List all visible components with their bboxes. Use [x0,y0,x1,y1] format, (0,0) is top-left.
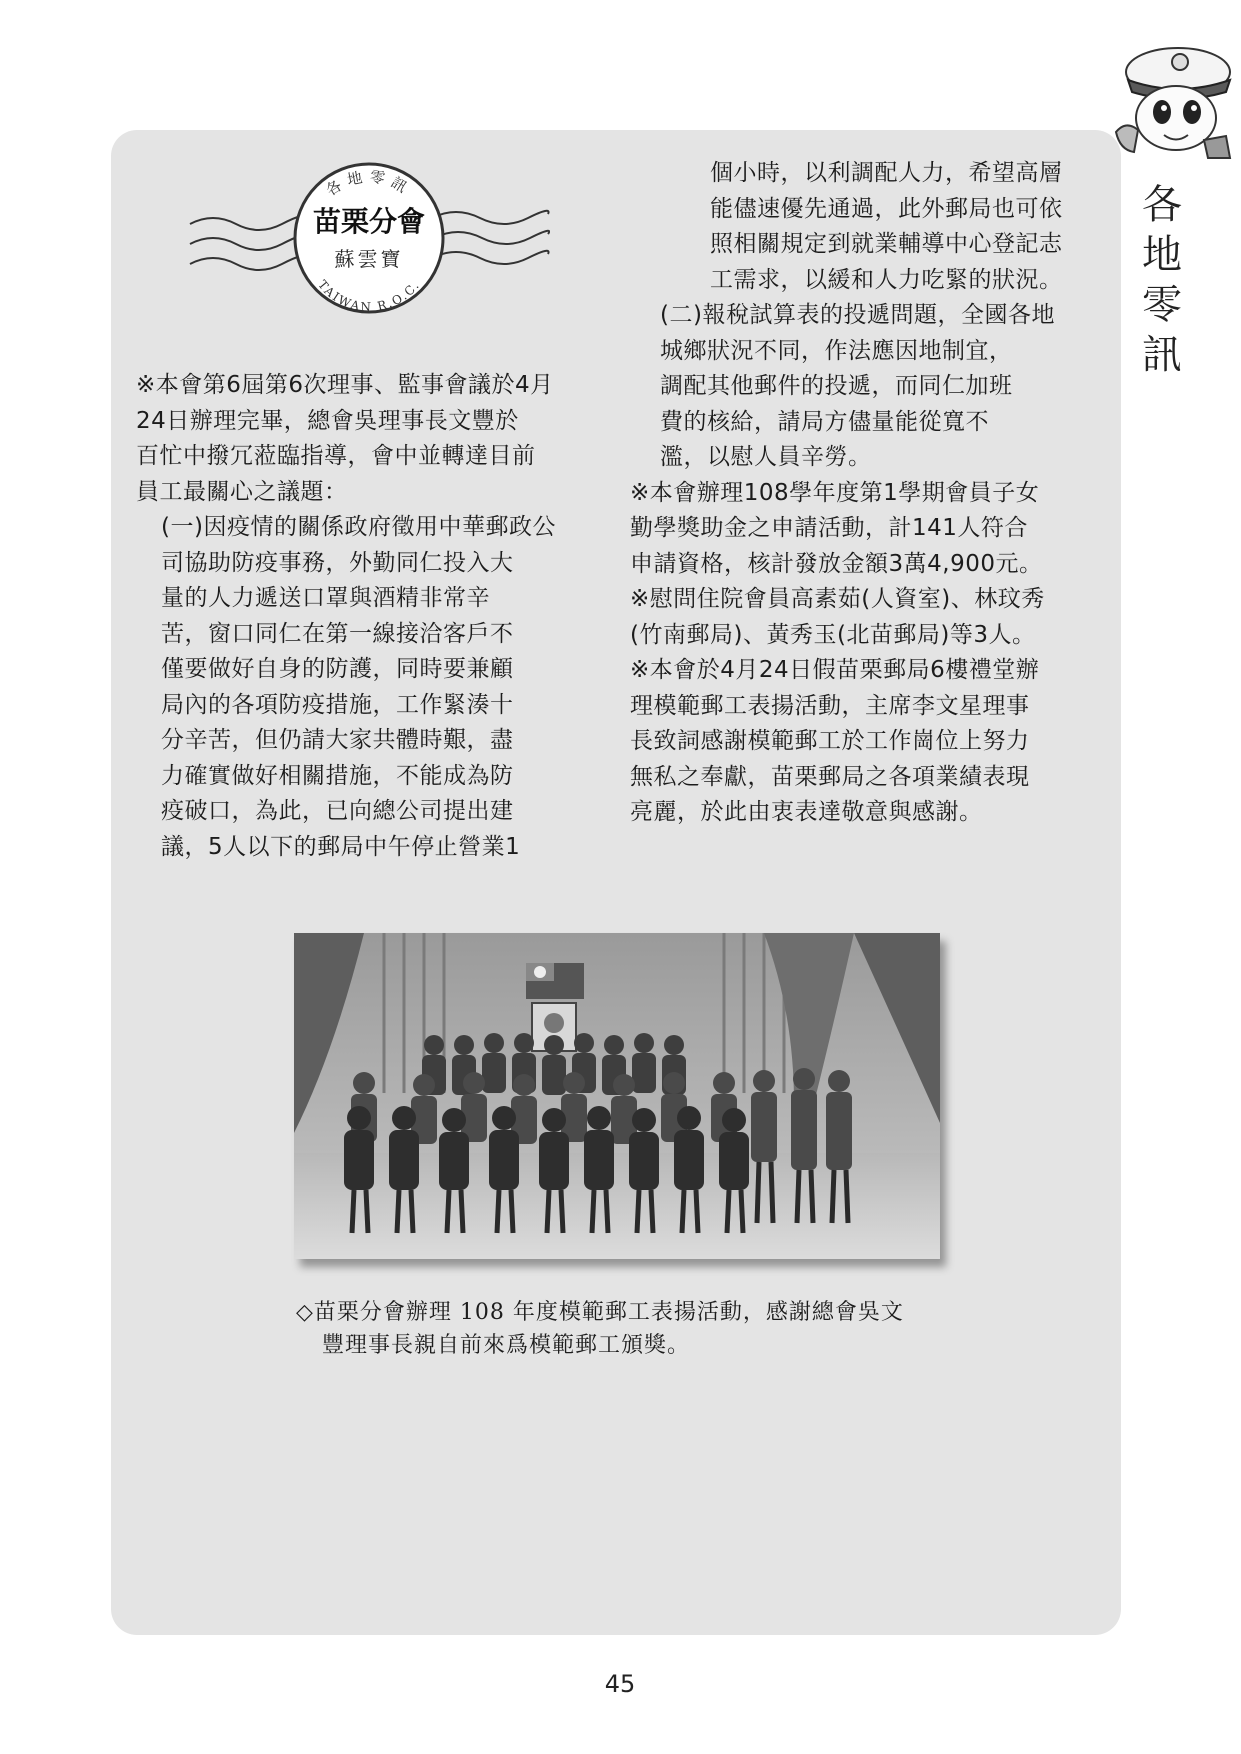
text-line: 費的核給，請局方儘量能從寬不 [660,408,989,435]
text-line: 僅要做好自身的防護，同時要兼顧 [161,656,514,682]
text-line: 亮麗，於此由衷表達敬意與感謝。 [630,799,983,825]
sub-item-pandemic-continued [630,156,1110,298]
text-line: 城鄉狀況不同，作法應因地制宜， [660,337,1013,364]
page-number: 45 [604,1670,636,1698]
sub-item-pandemic [136,510,606,865]
text-line: 調配其他郵件的投遞，而同仁加班 [660,373,1013,399]
text-line: ※本會第6屆第6次理事、監事會議於4月 [136,372,554,398]
text-line: 議，5人以下的郵局中午停止營業1 [161,833,521,860]
text-line: (一)因疫情的關係政府徵用中華郵政公 [161,514,556,540]
left-text-column [136,368,606,865]
text-line: 個小時，以利調配人力，希望高層 [710,160,1063,186]
right-text-column [630,156,1110,831]
text-line: (二)報稅試算表的投遞問題，全國各地 [660,302,1055,328]
text-line: 能儘速優先通過，此外郵局也可依 [710,195,1063,222]
postman-mascot-icon [1108,40,1238,160]
text-line: 無私之奉獻，苗栗郵局之各項業績表現 [630,763,1030,790]
group-photo-illustration [294,933,940,1259]
text-line: 長致詞感謝模範郵工於工作崗位上努力 [630,728,1030,754]
text-line: 勤學獎助金之申請活動，計141人符合 [630,515,1028,541]
stamp-arc-bottom-text: TAIWAN R.O.C. [315,277,423,315]
postmark-stamp [188,148,550,326]
text-line: ※本會辦理108學年度第1學期會員子女 [630,479,1040,506]
text-line: 工需求，以緩和人力吃緊的狀況。 [710,266,1063,293]
text-line: 疫破口，為此，已向總公司提出建 [161,798,514,824]
text-line: ※本會於4月24日假苗栗郵局6樓禮堂辦 [630,657,1040,683]
news-item-board-meeting [136,368,606,510]
side-title-char: 零 [1142,282,1182,328]
text-line: 局內的各項防疫措施，工作緊湊十 [161,691,514,718]
news-item-model-worker-award [630,653,1110,831]
photo-caption [296,1296,956,1362]
stamp-branch-name: 苗栗分會 [312,205,426,238]
text-line: 照相關規定到就業輔導中心登記志 [710,231,1063,257]
text-line: ※慰問住院會員高素茹(人資室)、林玟秀 [630,586,1045,612]
news-item-scholarship [630,476,1110,583]
group-photo [294,933,940,1259]
text-line: (竹南郵局)、黃秀玉(北苗郵局)等3人。 [630,621,1036,648]
text-line: 濫，以慰人員辛勞。 [660,444,872,470]
side-title-char: 訊 [1142,332,1182,378]
text-line: 申請資格，核計發放金額3萬4,900元。 [630,550,1043,577]
side-title-char: 各 [1142,182,1182,228]
sub-item-tax-delivery [630,298,1110,476]
text-line: 員工最關心之議題： [136,478,348,505]
text-line: 苦，窗口同仁在第一線接洽客戶不 [161,620,514,647]
text-line: 量的人力遞送口罩與酒精非常辛 [161,585,490,611]
news-item-hospital-visit [630,582,1110,653]
caption-line: ◇苗栗分會辦理 108 年度模範郵工表揚活動，感謝總會吳文 [296,1300,904,1325]
text-line: 百忙中撥冗蒞臨指導，會中並轉達目前 [136,443,536,469]
stamp-arc-top-text: 各地零訊 [322,167,416,200]
side-title-char: 地 [1142,232,1182,278]
text-line: 力確實做好相關措施，不能成為防 [161,762,514,789]
stamp-author-name: 蘇雲寶 [334,247,404,271]
section-vertical-title [1132,180,1192,380]
text-line: 理模範郵工表揚活動，主席李文星理事 [630,692,1030,719]
caption-line: 豐理事長親自前來爲模範郵工頒獎。 [322,1333,691,1358]
text-line: 司協助防疫事務，外勤同仁投入大 [161,549,514,576]
text-line: 分辛苦，但仍請大家共體時艱，盡 [161,727,514,753]
text-line: 24日辦理完畢，總會吳理事長文豐於 [136,407,519,434]
